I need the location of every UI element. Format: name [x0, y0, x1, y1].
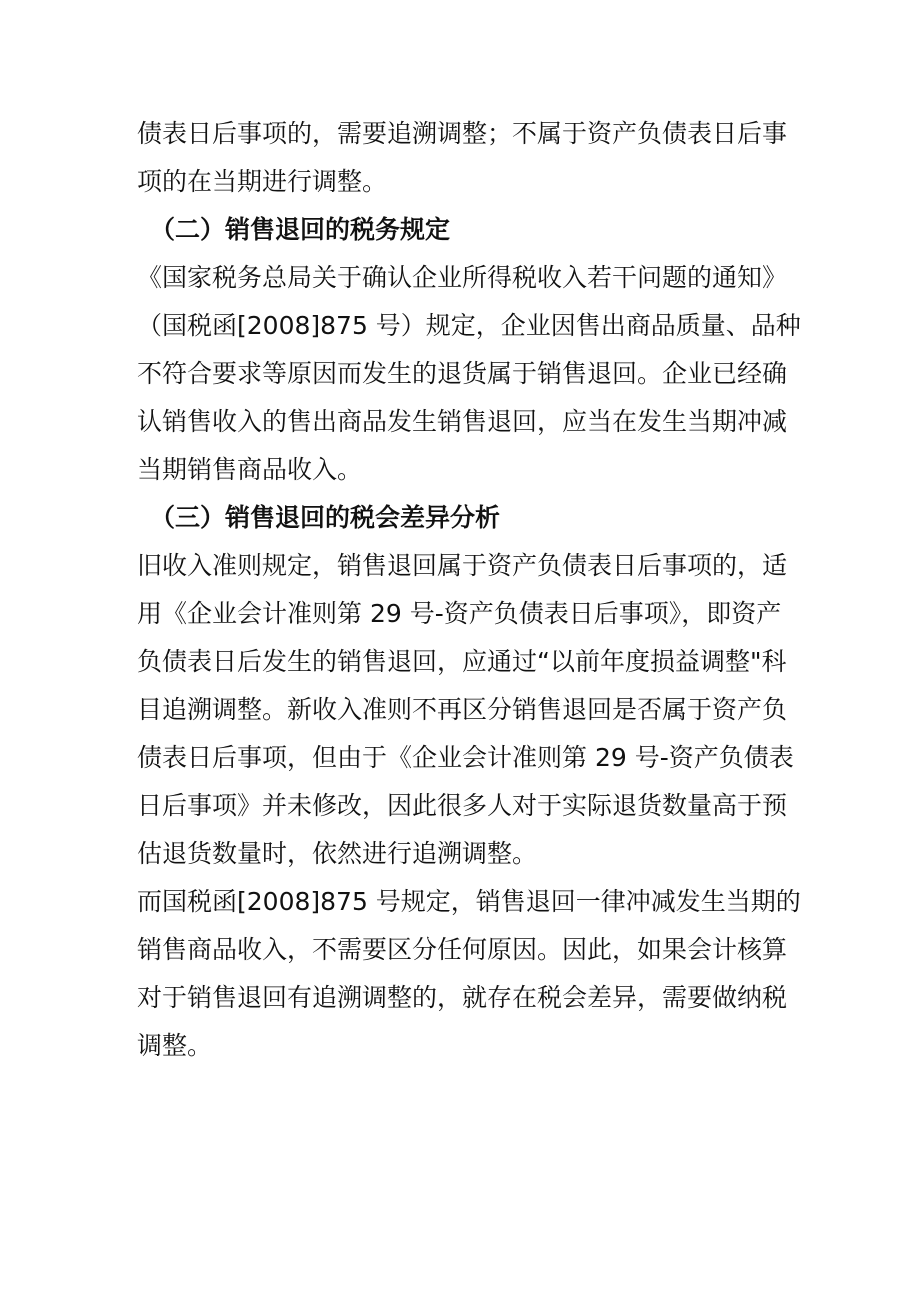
paragraph-line: 负债表日后发生的销售退回，应通过“以前年度损益调整"科 — [137, 647, 787, 676]
paragraph-line: 调整。 — [137, 1031, 213, 1060]
paragraph-line: 销售商品收入，不需要区分任何原因。因此，如果会计核算 — [137, 935, 788, 964]
paragraph-line: 而国税函[2008]875 号规定，销售退回一律冲减发生当期的 — [137, 887, 801, 916]
section-heading-tax-accounting-difference: （三）销售退回的税会差异分析 — [150, 503, 501, 532]
paragraph-line: 用《企业会计准则第 29 号-资产负债表日后事项》，即资产 — [137, 599, 782, 628]
section-heading-tax-rules: （二）销售退回的税务规定 — [150, 215, 451, 244]
paragraph-line: 日后事项》并未修改，因此很多人对于实际退货数量高于预 — [137, 791, 788, 820]
paragraph-line: 当期销售商品收入。 — [137, 455, 363, 484]
paragraph-line: 债表日后事项，但由于《企业会计准则第 29 号-资产负债表 — [137, 743, 794, 772]
paragraph-line: 估退货数量时，依然进行追溯调整。 — [137, 839, 538, 868]
paragraph-line: 《国家税务总局关于确认企业所得税收入若干问题的通知》 — [137, 263, 788, 292]
paragraph-line: 旧收入准则规定，销售退回属于资产负债表日后事项的，适 — [137, 551, 788, 580]
paragraph-line: 认销售收入的售出商品发生销售退回，应当在发生当期冲减 — [137, 407, 788, 436]
paragraph-line: 债表日后事项的，需要追溯调整；不属于资产负债表日后事 — [137, 119, 788, 148]
paragraph-line: 对于销售退回有追溯调整的，就存在税会差异，需要做纳税 — [137, 983, 788, 1012]
paragraph-line: （国税函[2008]875 号）规定，企业因售出商品质量、品种 — [137, 311, 801, 340]
paragraph-line: 目追溯调整。新收入准则不再区分销售退回是否属于资产负 — [137, 695, 788, 724]
paragraph-line: 项的在当期进行调整。 — [137, 167, 388, 196]
paragraph-line: 不符合要求等原因而发生的退货属于销售退回。企业已经确 — [137, 359, 788, 388]
